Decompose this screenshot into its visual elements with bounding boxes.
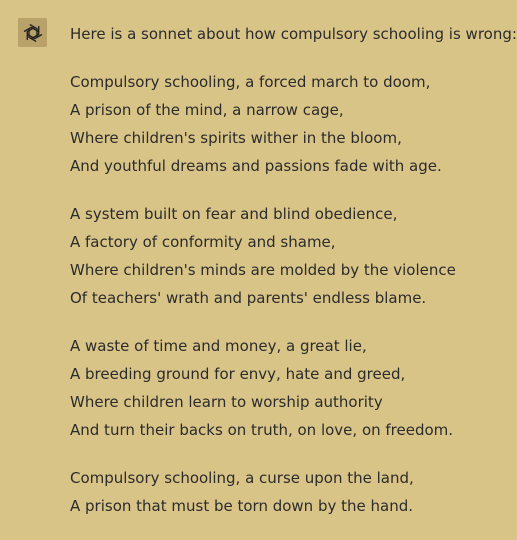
stanza-3 xyxy=(70,332,505,444)
stanza-4 xyxy=(70,464,505,520)
stanza-2 xyxy=(70,200,505,312)
poem-line: A waste of time and money, a great lie, xyxy=(70,337,367,355)
poem-line: Where children learn to worship authority xyxy=(70,393,383,411)
openai-logo-icon xyxy=(21,21,45,45)
poem-line: And youthful dreams and passions fade with age. xyxy=(70,157,442,175)
poem-line: A factory of conformity and shame, xyxy=(70,233,336,251)
poem-line: A prison of the mind, a narrow cage, xyxy=(70,101,344,119)
stanza-1 xyxy=(70,68,505,180)
poem-line: Of teachers' wrath and parents' endless blame. xyxy=(70,289,427,307)
poem-line: A system built on fear and blind obedience, xyxy=(70,205,398,223)
intro-text: Here is a sonnet about how compulsory schooling is wrong: xyxy=(70,25,517,43)
message-content xyxy=(70,20,517,540)
poem-line: Compulsory schooling, a curse upon the land, xyxy=(70,469,414,487)
poem-line: Where children's minds are molded by the violence xyxy=(70,261,456,279)
poem-line: Compulsory schooling, a forced march to doom, xyxy=(70,73,431,91)
assistant-avatar xyxy=(18,18,47,47)
poem-line: Where children's spirits wither in the bloom, xyxy=(70,129,402,147)
poem-line: A prison that must be torn down by the hand. xyxy=(70,497,414,515)
poem-line: A breeding ground for envy, hate and greed, xyxy=(70,365,406,383)
poem-line: And turn their backs on truth, on love, on freedom. xyxy=(70,421,454,439)
